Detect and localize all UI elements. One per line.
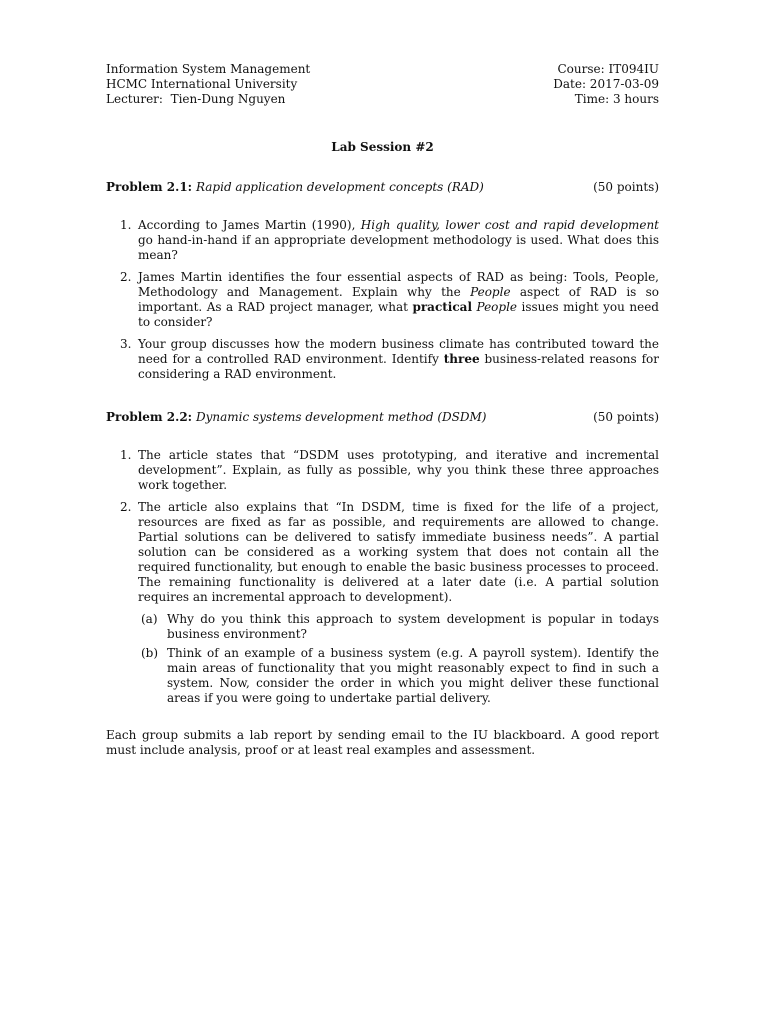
item-strong: practical [412, 300, 473, 314]
header-right [553, 62, 659, 107]
problem-2-points: (50 points) [593, 410, 659, 424]
item-text: issues might you need to consider? [138, 300, 659, 329]
sub-list-item [138, 646, 659, 706]
item-text: The article also explains that “In DSDM, time is fixed for the life of a project, resources are fixed as far as possible, and requirements are allowed to change. Partial solutions can be delivered to satisfy immediate business needs”. A partial solution can be considered as a working system that does not contain all the required functionality, but enough to enable the basic business processes to proceed. The remaining functionality is delivered at a later date (i.e. A partial solution requires an incremental approach to development). [138, 500, 659, 604]
item-text: Your group discusses how the modern business climate has contributed toward the need for a controlled RAD environment. Identify [138, 337, 659, 366]
problem-1-questions [106, 218, 659, 382]
sub-item-text: Why do you think this approach to system development is popular in todays business environment? [167, 612, 659, 641]
sub-questions [138, 612, 659, 706]
problem-1-heading [106, 180, 659, 195]
sub-item-label: (a) [141, 612, 158, 626]
problem-2-label: Problem 2.2: [106, 410, 193, 424]
item-number: 1. [120, 448, 132, 462]
item-emphasis: People [470, 285, 511, 299]
sub-item-label: (b) [141, 646, 159, 660]
item-text: aspect of RAD is so important. As a RAD project manager, what [138, 285, 660, 314]
item-text: business-related reasons for considering a RAD environment. [138, 352, 659, 381]
item-text: According to James Martin (1990), [138, 218, 361, 232]
item-number: 1. [120, 218, 132, 232]
session-time: Time: 3 hours [574, 92, 659, 106]
sub-item-text: Think of an example of a business system (e.g. A payroll system). Identify the main areas of functionality that you might reasonably expect to find in such a system. Now, consider the order in which you might deliver these functional areas if you were going to undertake partial delivery. [167, 646, 659, 705]
item-text: go hand-in-hand if an appropriate development methodology is used. What does this mean? [138, 233, 659, 262]
course-code: Course: IT094IU [557, 62, 659, 76]
item-number: 3. [120, 337, 132, 351]
course-name: Information System Management [106, 62, 311, 76]
closing-instructions: Each group submits a lab report by sending email to the IU blackboard. A good report must include analysis, proof or at least real examples and assessment. [106, 728, 659, 757]
problem-1-topic: Rapid application development concepts (RAD) [195, 180, 484, 194]
problem-2-heading [106, 410, 659, 425]
item-text: The article states that “DSDM uses prototyping, and iterative and incremental development”. Explain, as fully as possible, why you think these three approaches work together. [138, 448, 659, 492]
list-item [106, 448, 659, 493]
problem-2-questions [106, 448, 659, 706]
item-number: 2. [120, 500, 132, 514]
item-text: James Martin identifies the four essential aspects of RAD as being: Tools, People, Methodology and Management. Explain why the [138, 270, 659, 299]
sub-list-item [138, 612, 659, 642]
header-left [106, 62, 310, 107]
list-item [106, 500, 659, 706]
item-emphasis: People [476, 300, 518, 314]
problem-1-label: Problem 2.1: [106, 180, 193, 194]
item-number: 2. [120, 270, 132, 284]
page-title: Lab Session #2 [331, 140, 434, 154]
item-emphasis: High quality, lower cost and rapid development [360, 218, 659, 232]
document-page [106, 62, 659, 758]
problem-2-topic: Dynamic systems development method (DSDM) [195, 410, 487, 424]
university-name: HCMC International University [106, 77, 298, 91]
list-item [106, 270, 659, 330]
item-strong: three [443, 352, 480, 366]
list-item [106, 218, 659, 263]
problem-1-points: (50 points) [593, 180, 659, 194]
session-date: Date: 2017-03-09 [553, 77, 659, 91]
document-header [106, 62, 659, 107]
lecturer-name: Lecturer: Tien-Dung Nguyen [106, 92, 286, 106]
list-item [106, 337, 659, 382]
